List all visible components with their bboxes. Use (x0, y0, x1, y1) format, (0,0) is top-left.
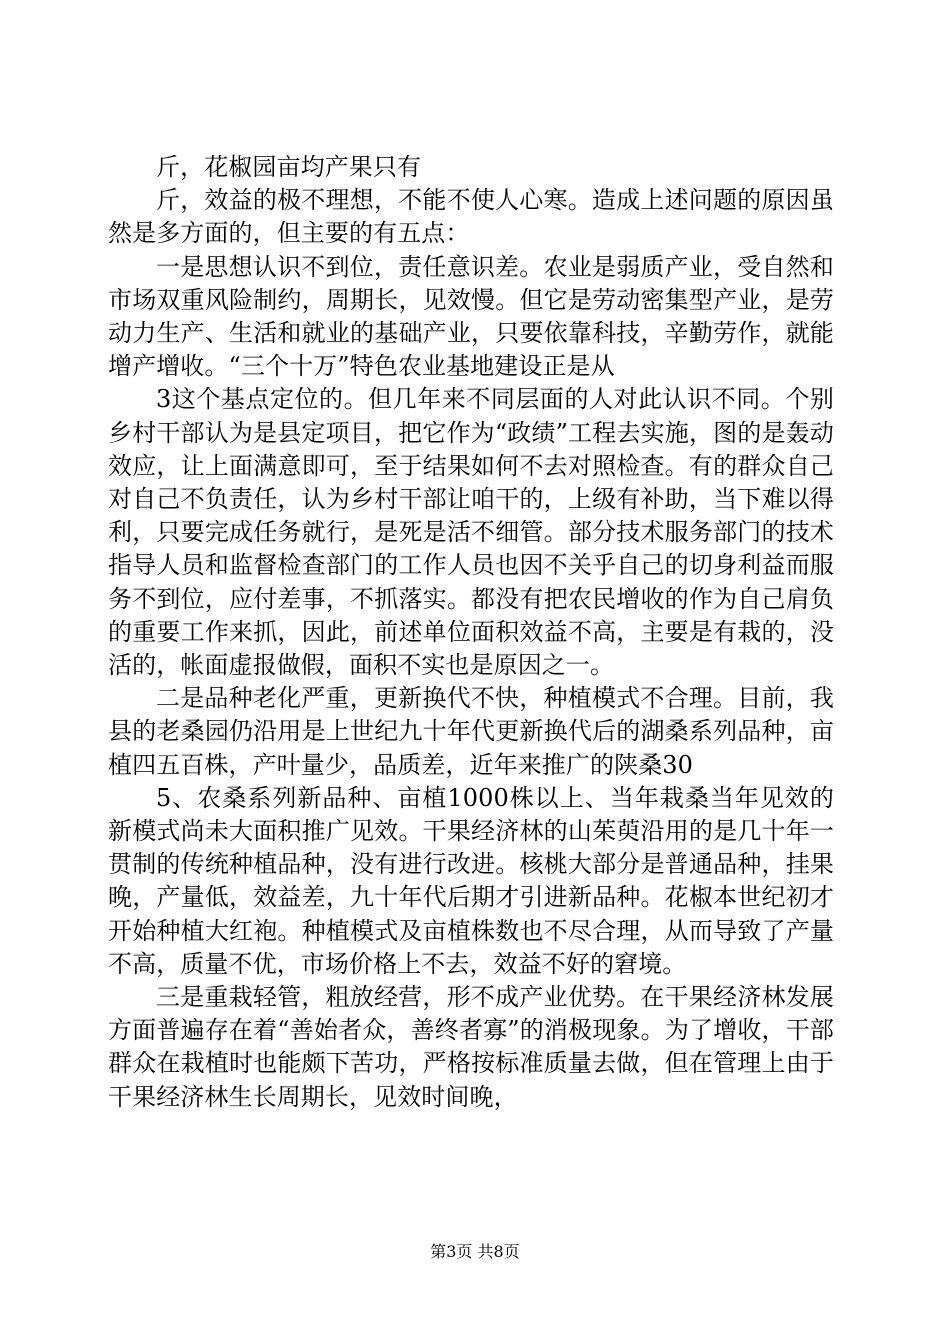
paragraph-7: 三是重栽轻管，粗放经营，形不成产业优势。在干果经济林发展方面普遍存在着“善始者众，善终者寡”的消极现象。为了增收，干部群众在栽植时也能颇下苦功，严格按标准质量去做，但在管理上由于干果经济林生长周期长，见效时间晚， (108, 983, 834, 1111)
page-footer: 第3页 共8页 (430, 1242, 520, 1261)
paragraph-2: 斤，效益的极不理想，不能不使人心寒。造成上述问题的原因虽然是多方面的，但主要的有五点： (108, 186, 834, 248)
paragraph-5: 二是品种老化严重，更新换代不快，种植模式不合理。目前，我县的老桑园仍沿用是上世纪九十年代更新换代后的湖桑系列品种，亩植四五百株，产叶量少，品质差，近年来推广的陕桑30 (108, 684, 834, 779)
document-body (108, 151, 834, 1114)
paragraph-3: 一是思想认识不到位，责任意识差。农业是弱质产业，受自然和市场双重风险制约，周期长，见效慢。但它是劳动密集型产业，是劳动力生产、生活和就业的基础产业，只要依靠科技，辛勤劳作，就能增产增收。“三个十万”特色农业基地建设正是从 (108, 252, 834, 381)
paragraph-1: 斤，花椒园亩均产果只有 (156, 153, 422, 181)
paragraph-4: 3这个基点定位的。但几年来不同层面的人对此认识不同。个别乡村干部认为是县定项目，把它作为“政绩”工程去实施，图的是轰动效应，让上面满意即可，至于结果如何不去对照检查。有的群众自己对自己不负责任，认为乡村干部让咱干的，上级有补助，当下难以得利，只要完成任务就行，是死是活不细管。部分技术服务部门的技术指导人员和监督检查部门的工作人员也因不关乎自己的切身利益而服务不到位，应付差事，不抓落实。都没有把农民增收的作为自己肩负的重要工作来抓，因此，前述单位面积效益不高，主要是有栽的，没活的，帐面虚报做假，面积不实也是原因之一。 (108, 385, 834, 680)
paragraph-6: 5、农桑系列新品种、亩植1000株以上、当年栽桑当年见效的新模式尚未大面积推广见效。干果经济林的山茱萸沿用的是几十年一贯制的传统种植品种，没有进行改进。核桃大部分是普通品种，挂果晚，产量低，效益差，九十年代后期才引进新品种。花椒本世纪初才开始种植大红袍。种植模式及亩植株数也不尽合理，从而导致了产量不高，质量不优，市场价格上不去，效益不好的窘境。 (108, 783, 834, 978)
